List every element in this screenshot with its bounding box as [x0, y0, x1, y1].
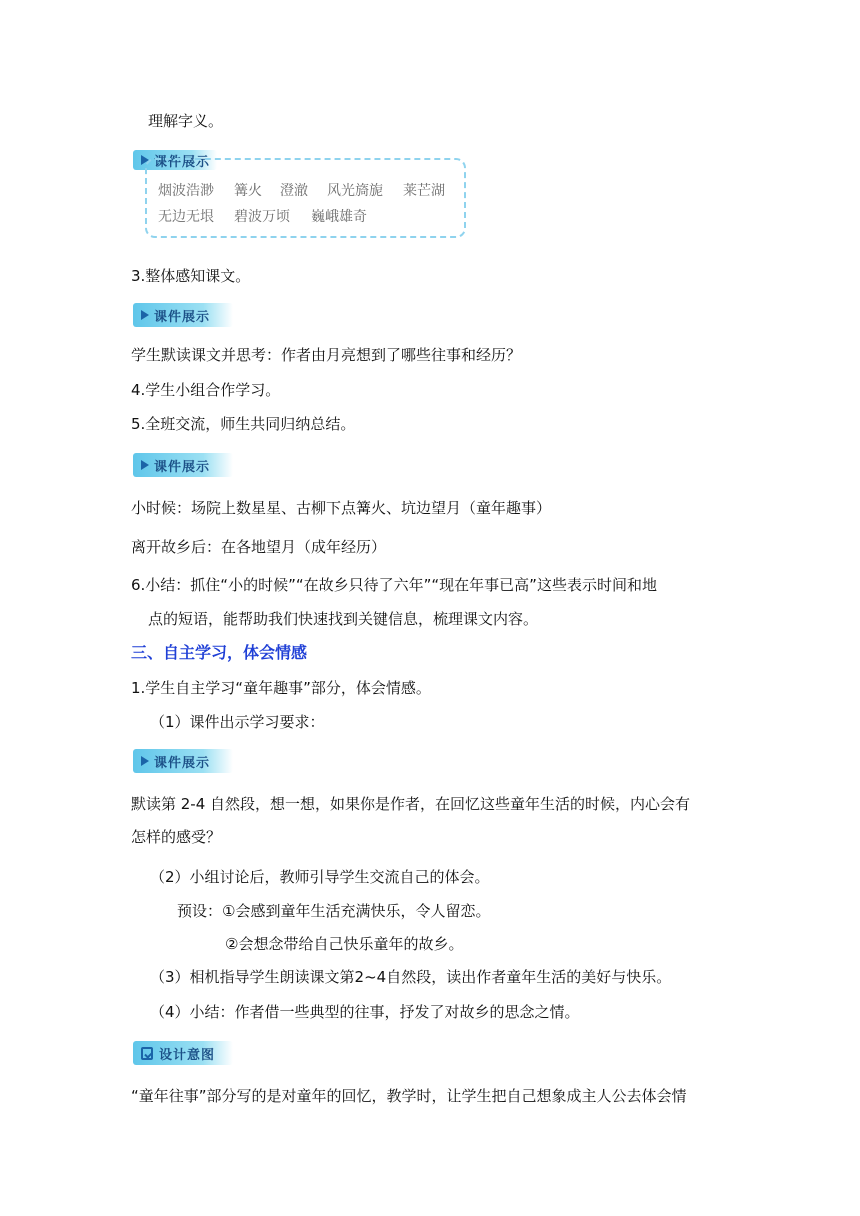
tag-label: 课件展示	[154, 755, 211, 771]
text-line: 3.整体感知课文。	[131, 267, 251, 285]
text-line: 4.学生小组合作学习。	[131, 381, 281, 399]
vocab-word: 莱芒湖	[403, 183, 445, 199]
text-line: 6.小结：抓住“小的时候”“在故乡只待了六年”“现在年事已高”这些表示时间和地	[131, 576, 657, 594]
design-intent-tag	[133, 1041, 233, 1065]
text-line: ②会想念带给自己快乐童年的故乡。	[225, 935, 464, 953]
text-line: 学生默读课文并思考：作者由月亮想到了哪些往事和经历？	[131, 346, 522, 364]
section-heading: 三、自主学习，体会情感	[131, 643, 308, 662]
text-line: 理解字义。	[148, 112, 224, 130]
play-triangle-icon	[141, 460, 149, 470]
courseware-tag	[133, 749, 233, 773]
text-line: 离开故乡后：在各地望月（成年经历）	[131, 538, 387, 556]
text-line: （4）小结：作者借一些典型的往事，抒发了对故乡的思念之情。	[150, 1003, 580, 1021]
text-line: （2）小组讨论后，教师引导学生交流自己的体会。	[150, 868, 490, 886]
vocab-word: 风光旖旎	[327, 183, 383, 199]
vocab-word: 无边无垠	[158, 209, 214, 225]
courseware-tag	[133, 453, 233, 477]
vocab-word: 巍峨雄奇	[311, 209, 367, 225]
text-line: “童年往事”部分写的是对童年的回忆，教学时，让学生把自己想象成主人公去体会情	[131, 1087, 687, 1105]
tag-label: 课件展示	[154, 309, 211, 325]
clipboard-check-icon	[141, 1047, 153, 1060]
text-line: 5.全班交流，师生共同归纳总结。	[131, 415, 356, 433]
vocab-word: 篝火	[234, 183, 262, 199]
text-line: 1.学生自主学习“童年趣事”部分，体会情感。	[131, 679, 431, 697]
text-line: 怎样的感受？	[131, 828, 222, 846]
vocab-box	[145, 158, 466, 238]
play-triangle-icon	[141, 310, 149, 320]
courseware-tag	[133, 303, 233, 327]
vocab-word: 碧波万顷	[234, 209, 290, 225]
text-line: （3）相机指导学生朗读课文第2~4自然段，读出作者童年生活的美好与快乐。	[150, 968, 672, 986]
text-line: 小时候：场院上数星星、古柳下点篝火、坑边望月（童年趣事）	[131, 499, 552, 517]
tag-label: 课件展示	[154, 459, 211, 475]
tag-label: 课件展示	[154, 154, 211, 170]
text-line: 点的短语，能帮助我们快速找到关键信息，梳理课文内容。	[148, 610, 539, 628]
play-triangle-icon	[141, 756, 149, 766]
tag-label: 设计意图	[159, 1047, 216, 1063]
text-line: 默读第 2-4 自然段，想一想，如果你是作者，在回忆这些童年生活的时候，内心会有	[131, 795, 691, 813]
vocab-word: 烟波浩渺	[158, 183, 214, 199]
text-line: 预设：①会感到童年生活充满快乐，令人留恋。	[177, 902, 491, 920]
text-line: （1）课件出示学习要求：	[150, 713, 325, 731]
vocab-word: 澄澈	[280, 183, 308, 199]
